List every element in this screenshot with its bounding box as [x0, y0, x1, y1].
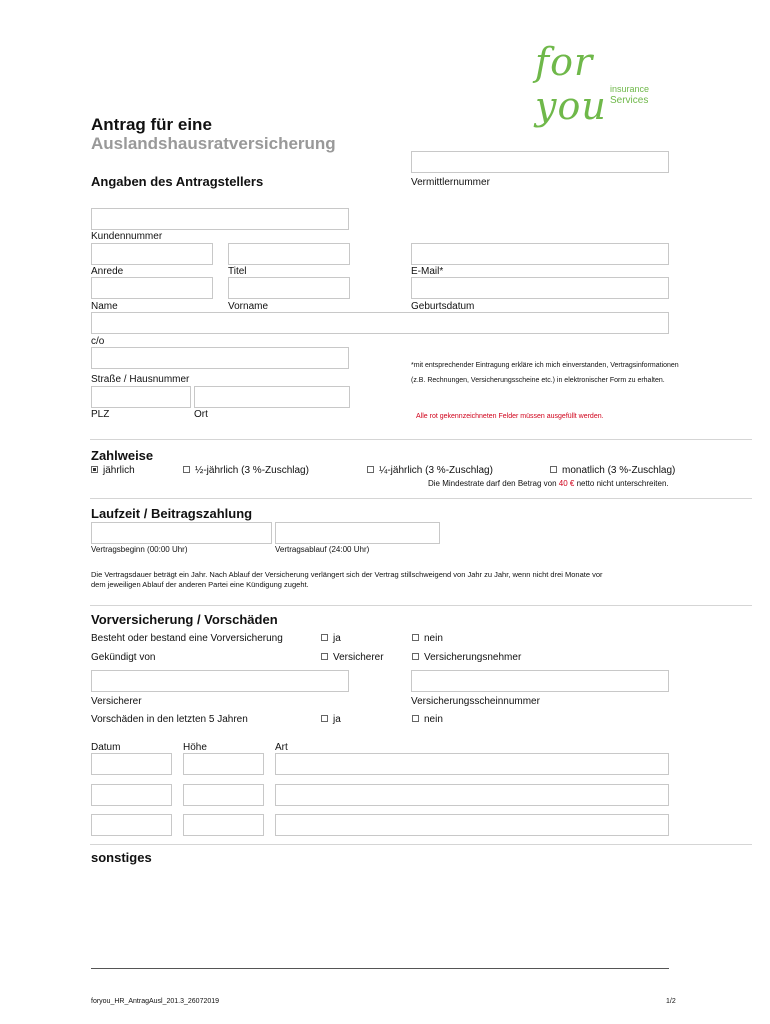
divider: [90, 498, 752, 499]
prior-heading: Vorversicherung / Vorschäden: [91, 612, 278, 627]
other-heading: sonstiges: [91, 850, 152, 865]
vertragsablauf-label: Vertragsablauf (24:00 Uhr): [275, 545, 370, 554]
versicherer-field[interactable]: [91, 670, 349, 692]
company-logo: [535, 40, 665, 128]
anrede-field[interactable]: [91, 243, 213, 265]
applicant-heading: Angaben des Antragstellers: [91, 174, 264, 189]
versicherer-label: Versicherer: [91, 696, 142, 707]
ort-label: Ort: [194, 409, 208, 420]
vorname-field[interactable]: [228, 277, 350, 299]
damage-hoehe-field[interactable]: [183, 814, 264, 836]
art-header: Art: [275, 742, 288, 753]
email-consent-note-2: (z.B. Rechnungen, Versicherungsscheine etc.) in elektronischer Form zu erhalten.: [411, 377, 665, 384]
titel-label: Titel: [228, 266, 247, 277]
cancelled-by-policyholder-option[interactable]: [412, 652, 521, 663]
titel-field[interactable]: [228, 243, 350, 265]
minimum-rate-amount: 40 €: [558, 479, 575, 488]
option-label: ja: [333, 633, 341, 644]
payment-option-quarterly[interactable]: [367, 465, 493, 476]
cancelled-by-question: Gekündigt von: [91, 652, 156, 663]
logo-sub1: insurance: [610, 84, 650, 94]
email-label: E-Mail*: [411, 266, 444, 277]
payment-option-label: ½-jährlich (3 %-Zuschlag): [195, 465, 309, 476]
damage-art-field[interactable]: [275, 753, 669, 775]
name-label: Name: [91, 301, 118, 312]
plz-field[interactable]: [91, 386, 191, 408]
checkbox-icon[interactable]: [412, 715, 419, 722]
vertragsbeginn-label: Vertragsbeginn (00:00 Uhr): [91, 545, 188, 554]
checkbox-icon[interactable]: [412, 634, 419, 641]
hoehe-header: Höhe: [183, 742, 207, 753]
vertragsablauf-field[interactable]: [275, 522, 440, 544]
prior-question: Besteht oder bestand eine Vorversicherung: [91, 633, 283, 644]
term-heading: Laufzeit / Beitragszahlung: [91, 506, 253, 521]
email-field[interactable]: [411, 243, 669, 265]
term-text-2: dem jeweiligen Ablauf der anderen Partei eine Kündigung zugeht.: [91, 580, 309, 589]
strasse-field[interactable]: [91, 347, 349, 369]
footer-line: [91, 968, 669, 969]
minimum-rate-pre: Die Mindestrate darf den Betrag von: [428, 479, 557, 488]
prior-yes-option[interactable]: [321, 633, 341, 644]
divider: [90, 844, 752, 845]
damage-art-field[interactable]: [275, 814, 669, 836]
scheinnummer-label: Versicherungsscheinnummer: [411, 696, 540, 707]
strasse-label: Straße / Hausnummer: [91, 374, 190, 385]
checkbox-icon[interactable]: [412, 653, 419, 660]
checkbox-icon[interactable]: [367, 466, 374, 473]
vorname-label: Vorname: [228, 301, 269, 312]
damage-hoehe-field[interactable]: [183, 753, 264, 775]
plz-label: PLZ: [91, 409, 110, 420]
divider: [90, 439, 752, 440]
checkbox-icon[interactable]: [321, 653, 328, 660]
damage-datum-field[interactable]: [91, 753, 172, 775]
option-label: nein: [424, 714, 443, 725]
minimum-rate-note: [428, 479, 669, 488]
geburtsdatum-field[interactable]: [411, 277, 669, 299]
footer-page-number: 1/2: [666, 998, 676, 1005]
form-subtitle: Auslandshausratversicherung: [91, 134, 336, 153]
damages-yes-option[interactable]: [321, 714, 341, 725]
kundennummer-field[interactable]: [91, 208, 349, 230]
payment-option-annual[interactable]: [91, 465, 135, 476]
option-label: ja: [333, 714, 341, 725]
payment-option-monthly[interactable]: [550, 465, 675, 476]
damage-hoehe-field[interactable]: [183, 784, 264, 806]
footer-document-id: foryou_HR_AntragAusl_201.3_26072019: [91, 998, 220, 1005]
vertragsbeginn-field[interactable]: [91, 522, 272, 544]
scheinnummer-field[interactable]: [411, 670, 669, 692]
logo-sub2: Services: [610, 95, 649, 106]
cancelled-by-insurer-option[interactable]: [321, 652, 384, 663]
checkbox-icon[interactable]: [321, 715, 328, 722]
payment-heading: Zahlweise: [91, 448, 154, 463]
payment-option-label: ¼-jährlich (3 %-Zuschlag): [379, 465, 493, 476]
payment-option-semiannual[interactable]: [183, 465, 309, 476]
email-consent-note-1: *mit entsprechender Eintragung erkläre ich mich einverstanden, Vertragsinformationen: [411, 362, 679, 369]
damage-datum-field[interactable]: [91, 784, 172, 806]
datum-header: Datum: [91, 742, 121, 753]
divider: [90, 605, 752, 606]
geburtsdatum-label: Geburtsdatum: [411, 301, 475, 312]
damage-art-field[interactable]: [275, 784, 669, 806]
kundennummer-label: Kundennummer: [91, 231, 163, 242]
option-label: nein: [424, 633, 443, 644]
anrede-label: Anrede: [91, 266, 124, 277]
prior-damages-question: Vorschäden in den letzten 5 Jahren: [91, 714, 248, 725]
required-fields-note: Alle rot gekennzeichneten Felder müssen ausgefüllt werden.: [416, 413, 604, 420]
payment-option-label: monatlich (3 %-Zuschlag): [562, 465, 676, 476]
payment-option-label: jährlich: [103, 465, 135, 476]
checkbox-icon[interactable]: [91, 466, 98, 473]
checkbox-icon[interactable]: [183, 466, 190, 473]
other-text-area[interactable]: [91, 870, 669, 960]
option-label: Versicherungsnehmer: [424, 652, 522, 663]
name-field[interactable]: [91, 277, 213, 299]
checkbox-icon[interactable]: [550, 466, 557, 473]
damage-datum-field[interactable]: [91, 814, 172, 836]
ort-field[interactable]: [194, 386, 350, 408]
logo-brand: for you: [535, 40, 607, 128]
damages-no-option[interactable]: [412, 714, 443, 725]
form-title: Antrag für eine: [91, 115, 212, 134]
co-field[interactable]: [91, 312, 669, 334]
prior-no-option[interactable]: [412, 633, 443, 644]
option-label: Versicherer: [333, 652, 384, 663]
minimum-rate-post: netto nicht unterschreiten.: [576, 479, 669, 488]
term-text-1: Die Vertragsdauer beträgt ein Jahr. Nach Ablauf der Versicherung verlängert sich der Vertrag stillschweigend von Jahr zu Jahr, wenn nicht drei Monate vor: [91, 570, 603, 579]
checkbox-icon[interactable]: [321, 634, 328, 641]
co-label: c/o: [91, 336, 105, 347]
vermittlernummer-field[interactable]: [411, 151, 669, 173]
vermittlernummer-label: Vermittlernummer: [411, 177, 490, 188]
